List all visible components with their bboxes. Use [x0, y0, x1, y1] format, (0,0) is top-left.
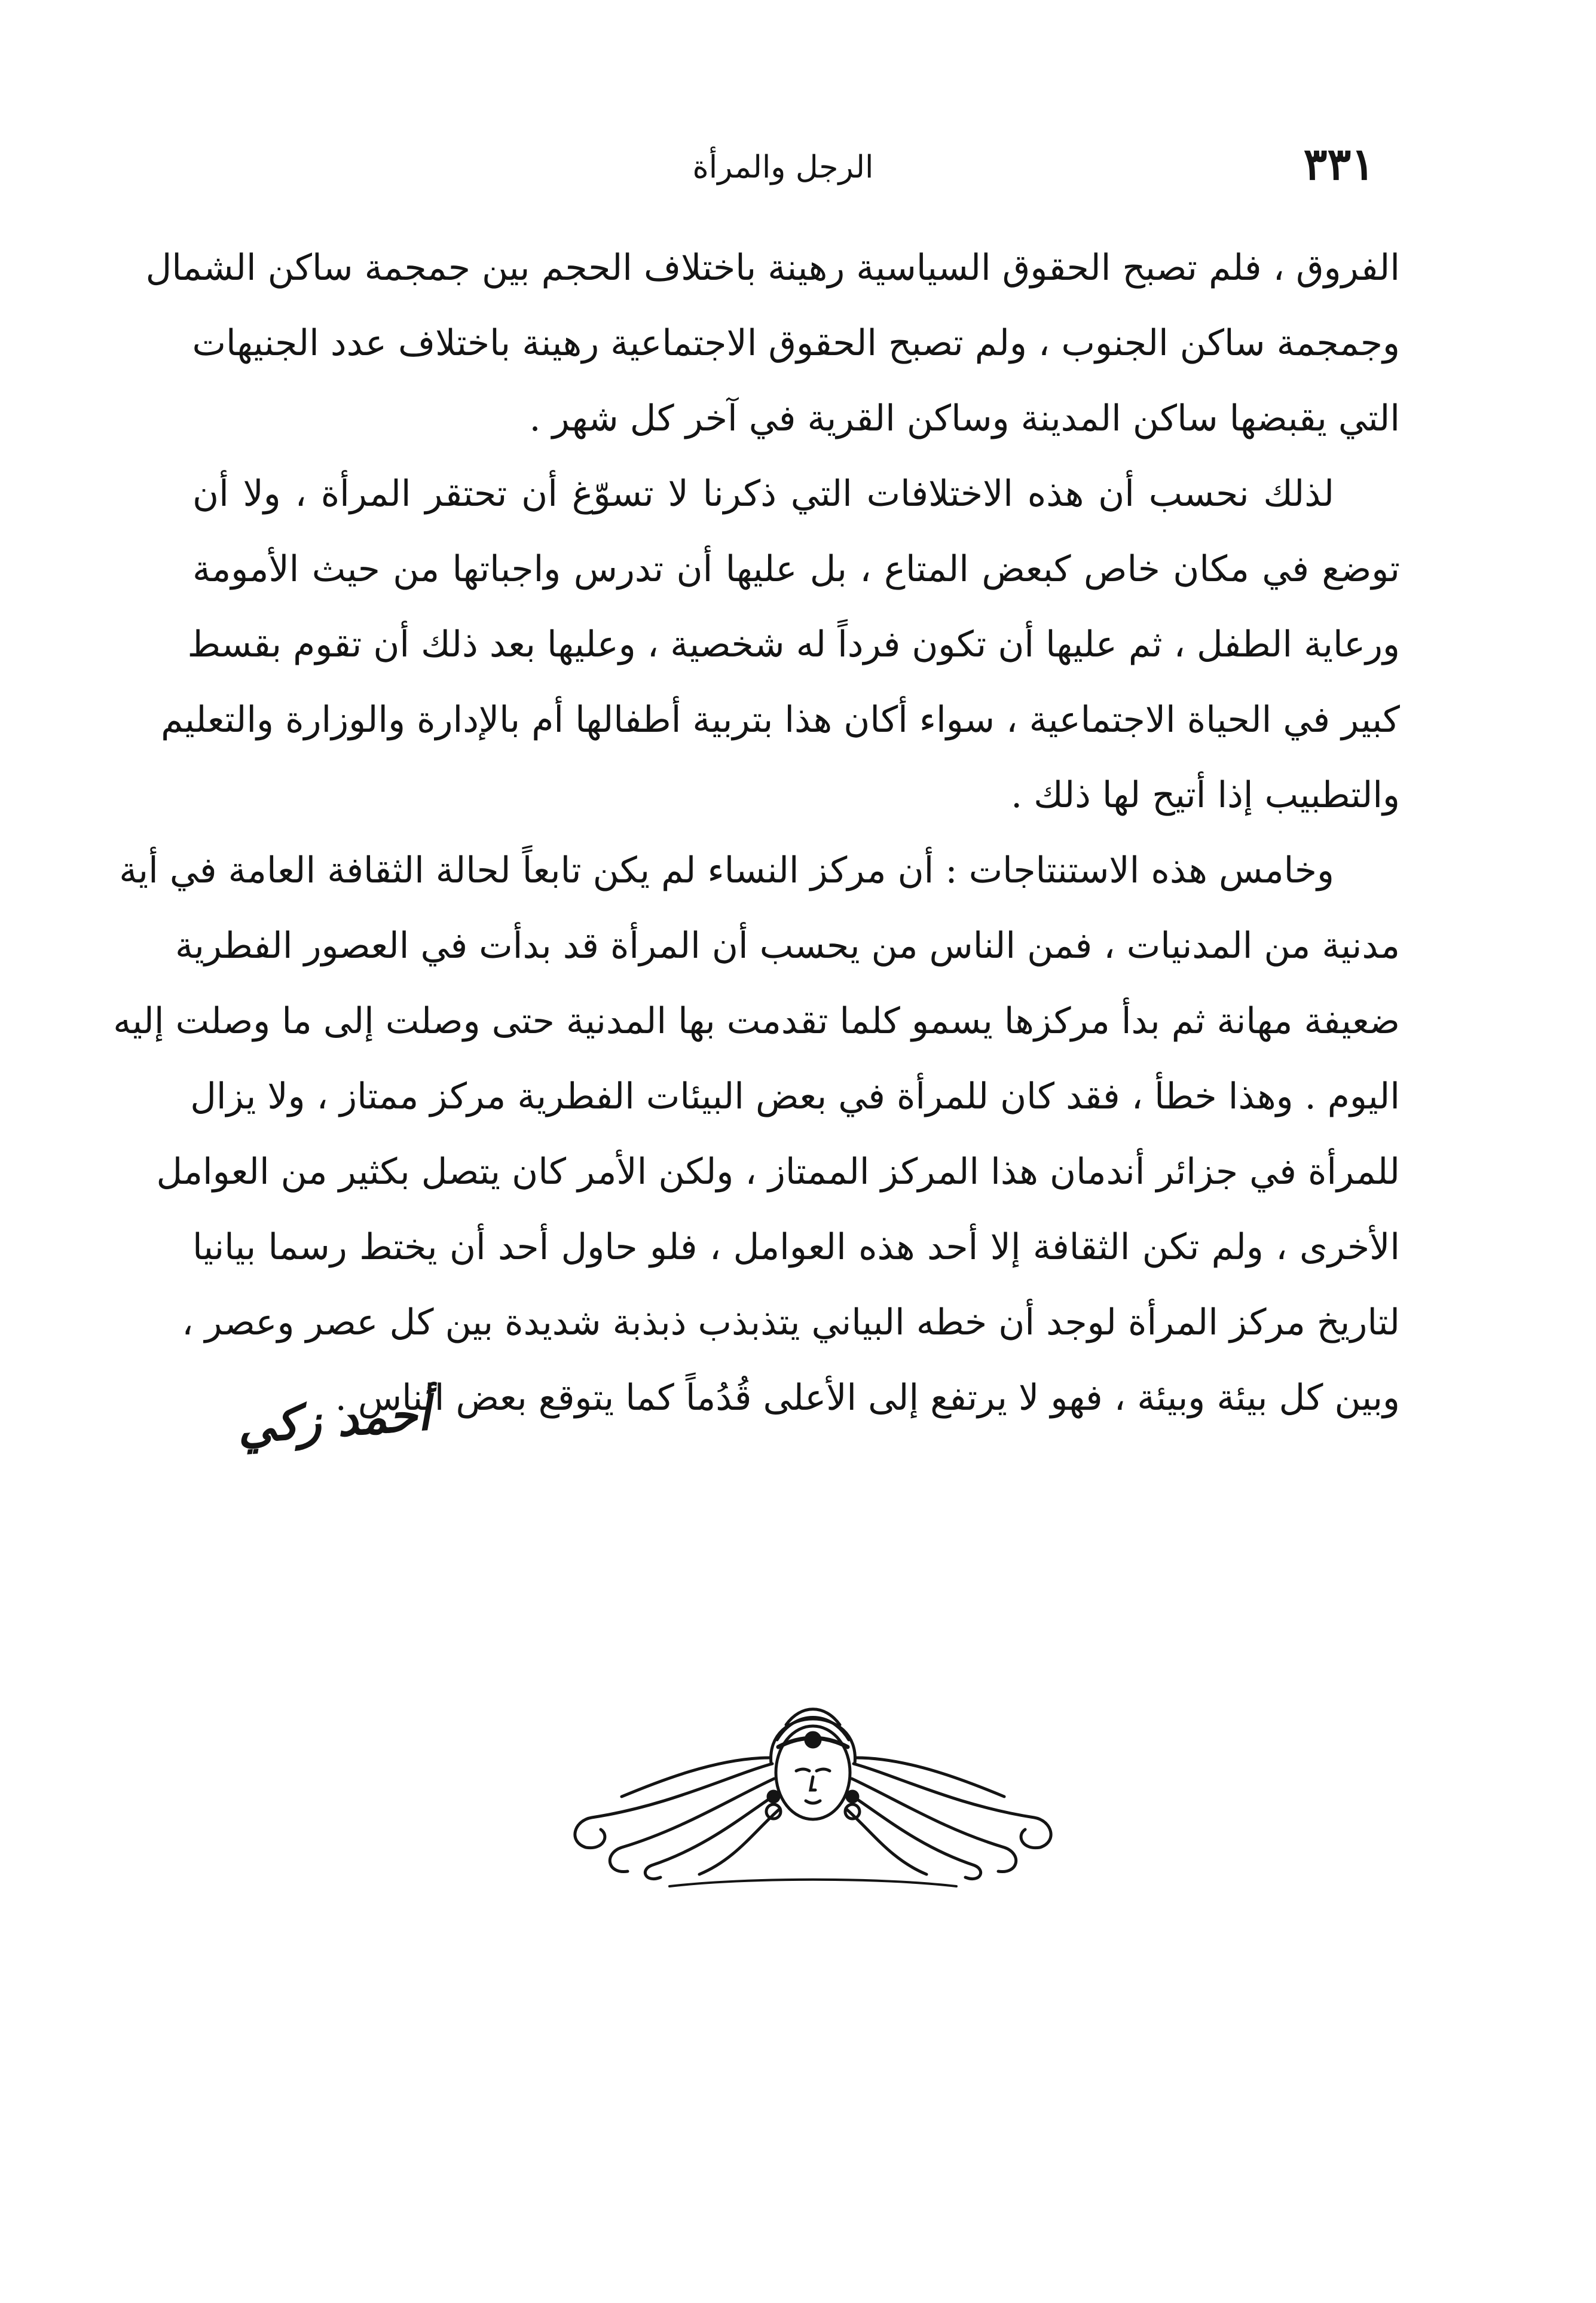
running-title: الرجل والمرأة	[692, 149, 874, 185]
body-text	[113, 230, 1400, 1435]
paragraph-1	[145, 230, 1400, 456]
text-line: ورعاية الطفل ، ثم عليها أن تكون فرداً له شخصية ، وعليها بعد ذلك أن تقوم بقسط	[187, 624, 1400, 665]
text-line: التي يقبضها ساكن المدينة وساكن القرية في آخر كل شهر .	[529, 398, 1400, 439]
page-header	[191, 139, 1375, 204]
text-line: ضعيفة مهانة ثم بدأ مركزها يسمو كلما تقدمت بها المدنية حتى وصلت إلى ما وصلت إليه	[113, 1000, 1400, 1042]
text-line: والتطبيب إذا أتيح لها ذلك .	[1011, 774, 1400, 816]
text-line: كبير في الحياة الاجتماعية ، سواء أكان هذا بتربية أطفالها أم بالإدارة والوزارة والتعليم	[161, 699, 1400, 741]
art-nouveau-female-head-ornament-icon	[550, 1668, 1076, 1895]
text-line: وبين كل بيئة وبيئة ، فهو لا يرتفع إلى الأعلى قُدُماً كما يتوقع بعض الناس .	[335, 1377, 1400, 1419]
text-line: مدنية من المدنيات ، فمن الناس من يحسب أن المرأة قد بدأت في العصور الفطرية	[175, 925, 1400, 967]
text-line: لذلك نحسب أن هذه الاختلافات التي ذكرنا لا تسوّغ أن تحتقر المرأة ، ولا أن	[192, 473, 1334, 515]
author-signature: أحمد زكي	[236, 1386, 432, 1455]
text-line: للمرأة في جزائر أندمان هذا المركز الممتاز ، ولكن الأمر كان يتصل بكثير من العوامل	[156, 1151, 1400, 1193]
text-line: الأخرى ، ولم تكن الثقافة إلا أحد هذه العوامل ، فلو حاول أحد أن يختط رسما بيانيا	[192, 1226, 1400, 1268]
paragraph-2	[161, 456, 1400, 833]
page-number: ٣٣١	[1303, 139, 1375, 190]
text-line: الفروق ، فلم تصبح الحقوق السياسية رهينة باختلاف الحجم بين جمجمة ساكن الشمال	[145, 247, 1400, 289]
text-line: توضع في مكان خاص كبعض المتاع ، بل عليها أن تدرس واجباتها من حيث الأمومة	[192, 548, 1400, 590]
text-line: وجمجمة ساكن الجنوب ، ولم تصبح الحقوق الاجتماعية رهينة باختلاف عدد الجنيهات	[192, 322, 1400, 364]
paragraph-3	[113, 833, 1400, 1435]
text-line: وخامس هذه الاستنتاجات : أن مركز النساء لم يكن تابعاً لحالة الثقافة العامة في أية	[119, 850, 1334, 891]
text-line: لتاريخ مركز المرأة لوجد أن خطه البياني يتذبذب ذبذبة شديدة بين كل عصر وعصر ،	[182, 1302, 1400, 1343]
text-line: اليوم . وهذا خطأ ، فقد كان للمرأة في بعض البيئات الفطرية مركز ممتاز ، ولا يزال	[190, 1076, 1400, 1117]
